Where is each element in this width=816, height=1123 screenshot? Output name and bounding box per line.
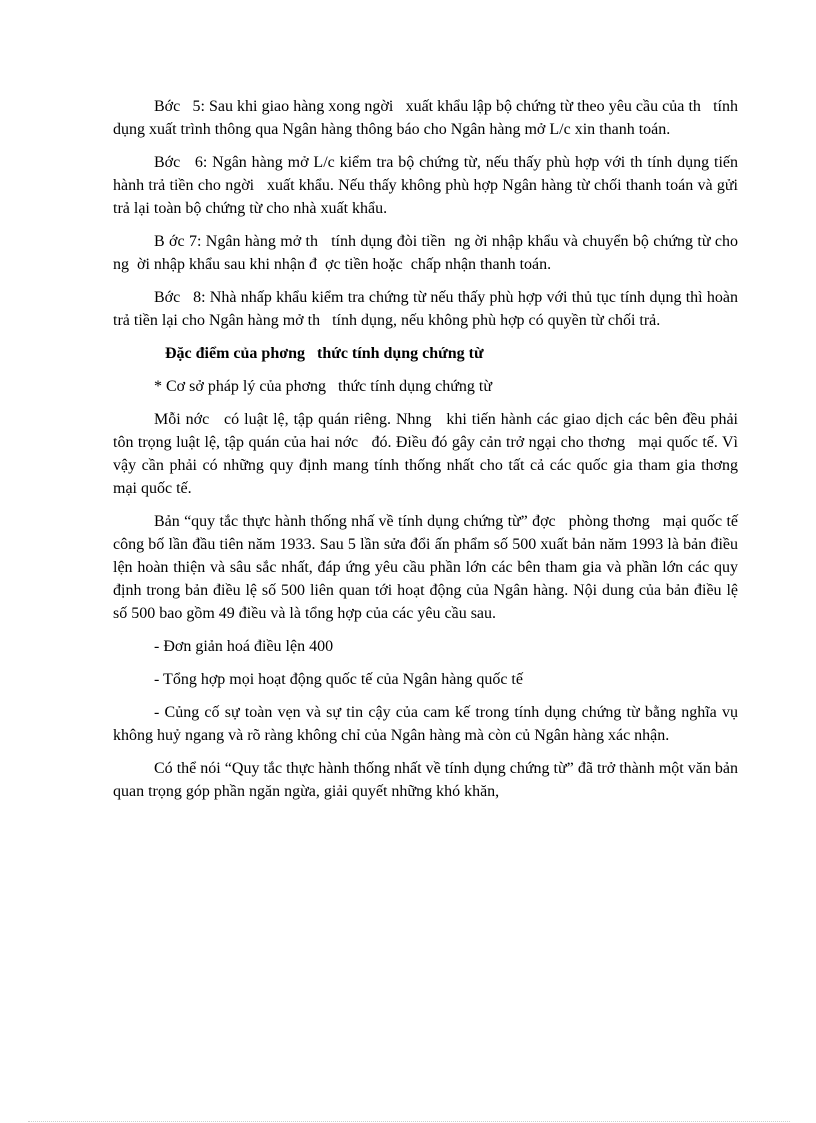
list-item-reinforce: - Củng cố sự toàn vẹn và sự tin cậy của cam kế trong tính dụng chứng từ bằng nghĩa vụ không huỷ ngang và rõ ràng không chỉ của Ngân hàng mà còn củ Ngân hàng xác nhận. [113, 704, 742, 744]
paragraph-step-7: B ớc 7: Ngân hàng mở th tính dụng đòi tiền ng ời nhập khẩu và chuyển bộ chứng từ cho ng ời nhập khẩu sau khi nhận đ ợc tiền hoặc chấp nhận thanh toán. [113, 233, 742, 273]
paragraph-conclusion: Có thể nói “Quy tắc thực hành thống nhất về tính dụng chứng từ” đã trở thành một văn bản quan trọng góp phần ngăn ngừa, giải quyết những khó khăn, [113, 760, 742, 800]
list-item-simplify: - Đơn giản hoá điều lện 400 [154, 638, 334, 655]
footer-divider [28, 1121, 790, 1122]
paragraph-step-8: Bớc 8: Nhà nhấp khẩu kiểm tra chứng từ nếu thấy phù hợp với thủ tục tính dụng thì hoàn trả tiền lại cho Ngân hàng mở th tính dụng, nếu không phù hợp có quyền từ chối trả. [113, 289, 742, 329]
paragraph-step-6: Bớc 6: Ngân hàng mở L/c kiểm tra bộ chứng từ, nếu thấy phù hợp với th tính dụng tiến hành trả tiền cho ngời xuất khẩu. Nếu thấy không phù hợp Ngân hàng từ chối thanh toán và gửi trả lại toàn bộ chứng từ cho nhà xuất khẩu. [113, 154, 742, 217]
paragraph-legal-basis: Mỗi nớc có luật lệ, tập quán riêng. Nhng khi tiến hành các giao dịch các bên đều phải tôn trọng luật lệ, tập quán của hai nớc đó. Điều đó gây cản trở ngại cho thơng mại quốc tế. Vì vậy cần phải có những quy định mang tính thống nhất cho tất cả các quốc gia tham gia thơng mại quốc tế. [113, 411, 750, 497]
paragraph-step-5: Bớc 5: Sau khi giao hàng xong ngời xuất khẩu lập bộ chứng từ theo yêu cầu của th tính dụng xuất trình thông qua Ngân hàng thông báo cho Ngân hàng mở L/c xin thanh toán. [113, 98, 742, 138]
sub-heading: * Cơ sở pháp lý của phơng thức tính dụng chứng từ [154, 378, 493, 395]
list-item-consolidate: - Tổng hợp mọi hoạt động quốc tế của Ngân hàng quốc tế [154, 671, 523, 688]
section-heading: Đặc điểm của phơng thức tính dụng chứng từ [165, 345, 484, 362]
paragraph-ucp-history: Bản “quy tắc thực hành thống nhấ về tính dụng chứng từ” đợc phòng thơng mại quốc tế công bố lần đầu tiên năm 1933. Sau 5 lần sửa đổi ấn phẩm số 500 xuất bản năm 1993 là bản điều lện hoàn thiện và sâu sắc nhất, đáp ứng yêu cầu phần lớn các bên tham gia và phần lớn các quy định trong bản điều lệ số 500 liên quan tới hoạt động của Ngân hàng. Nội dung của bản điều lệ số 500 bao gồm 49 điều và là tổng hợp của các yêu cầu sau. [113, 513, 742, 622]
page-content [113, 95, 750, 813]
